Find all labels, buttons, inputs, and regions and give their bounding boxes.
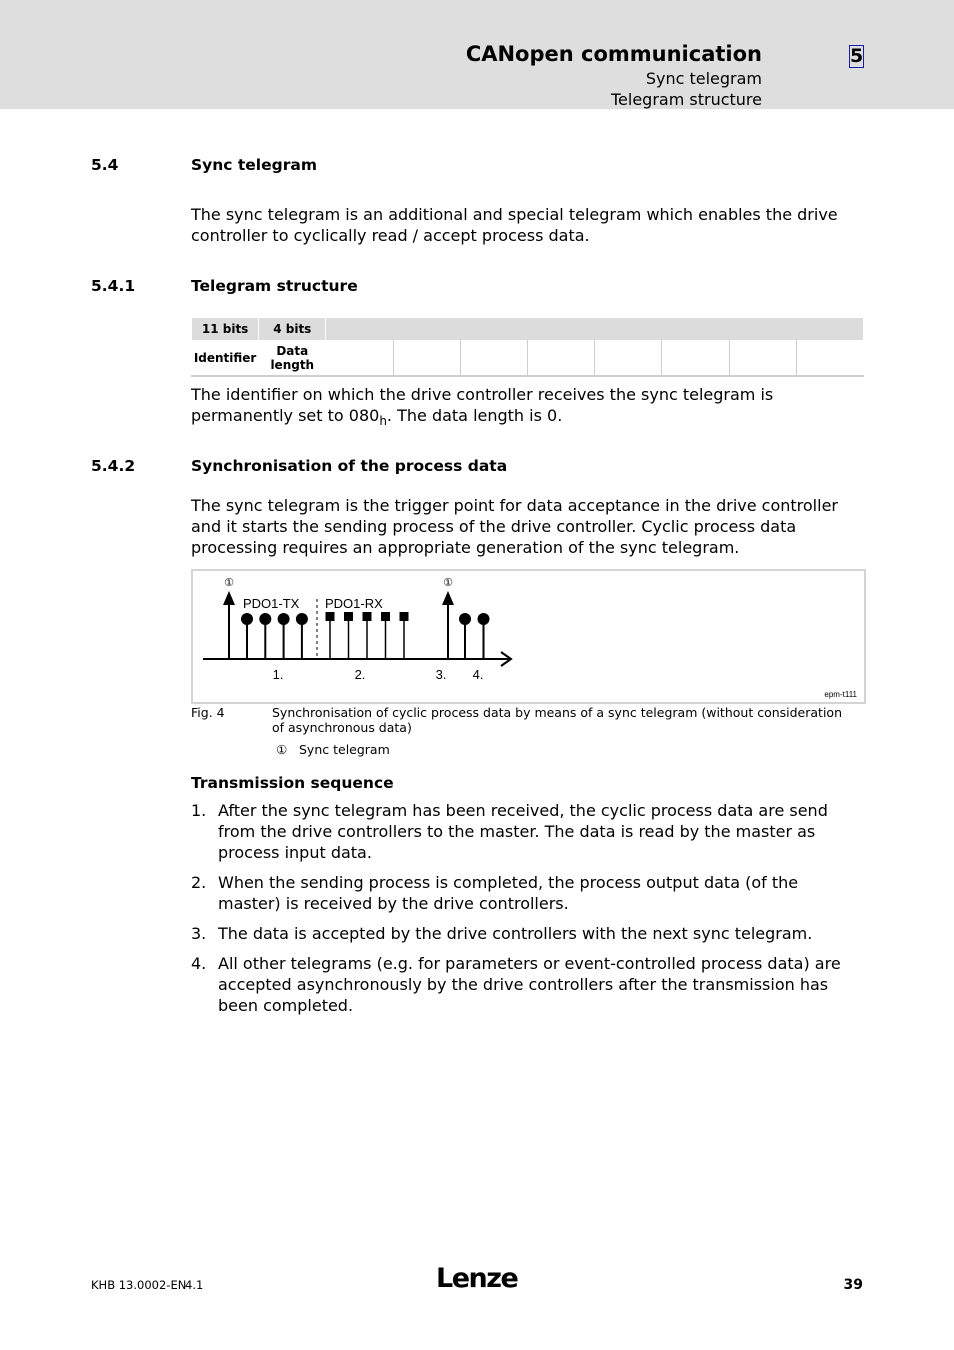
lenze-logo: Lenze [436, 1263, 518, 1294]
section-title-telegram-structure: Telegram structure [191, 277, 358, 295]
list-item-number: 1. [191, 801, 207, 820]
tx-pulse-dot [241, 613, 253, 625]
data-byte-cell [662, 340, 729, 376]
list-item-text: The data is accepted by the drive controllers with the next sync telegram. [218, 924, 813, 943]
rx-pulse-square [400, 612, 409, 621]
bits-11-header: 11 bits [192, 318, 259, 340]
section-number-5-4: 5.4 [91, 156, 119, 174]
phase-label-3: 3. [435, 667, 447, 682]
rx-pulse-square [363, 612, 372, 621]
list-item [191, 923, 863, 944]
list-item-text: All other telegrams (e.g. for parameters or event-controlled process data) are accepted asynchronously by the drive controllers after the transmission has been completed. [218, 954, 841, 1015]
identifier-cell: Identifier [192, 340, 259, 376]
identifier-hex-subscript: h [379, 414, 387, 429]
data-byte-cell [393, 340, 460, 376]
data-length-line-1: Data [276, 343, 309, 358]
rx-pulse-square [344, 612, 353, 621]
tx-pulse-dot [296, 613, 308, 625]
sync-arrow-1-head [223, 591, 235, 605]
footer-document-id: KHB 13.0002-EN [91, 1278, 187, 1292]
telegram-structure-table [191, 318, 864, 377]
chapter-number-badge: 5 [850, 45, 864, 67]
list-item [191, 872, 863, 914]
data-byte-cell [595, 340, 662, 376]
data-length-line-2: length [270, 357, 315, 372]
legend-symbol: ① [276, 742, 288, 757]
footer-version: 4.1 [185, 1278, 204, 1292]
phase-label-1: 1. [272, 667, 284, 682]
sync-trigger-paragraph: The sync telegram is the trigger point for data acceptance in the drive controller and it starts the sending process of the drive controller. Cyclic process data processing requires an appropriate generation of the sync telegram. [191, 496, 838, 557]
tx-pulse-dot [278, 613, 290, 625]
intro-paragraph: The sync telegram is an additional and special telegram which enables the drive controller to cyclically read / accept process data. [191, 205, 838, 245]
identifier-text-pre: The identifier on which the drive controller receives the sync telegram is permanently set to 080 [191, 385, 774, 425]
pdo1-tx-label: PDO1-TX [243, 596, 300, 611]
data-byte-cell [527, 340, 594, 376]
phase-label-2: 2. [354, 667, 366, 682]
identifier-paragraph [191, 384, 866, 432]
list-item [191, 800, 863, 863]
list-item-text: When the sending process is completed, the process output data (of the master) is received by the drive controllers. [218, 873, 799, 913]
data-byte-cell [796, 340, 863, 376]
rx-pulse-square [326, 612, 335, 621]
sync-timing-diagram [193, 571, 862, 700]
list-item-number: 4. [191, 954, 207, 973]
tx-pulse-dot [259, 613, 271, 625]
data-byte-cell [326, 340, 393, 376]
pdo1-rx-label: PDO1-RX [325, 596, 383, 611]
figure-code: epm-t111 [824, 690, 857, 699]
legend-sync-telegram: Sync telegram [299, 742, 390, 757]
transmission-steps-list [191, 800, 863, 1025]
header-subtitle-sync: Sync telegram [645, 69, 762, 88]
section-number-5-4-1: 5.4.1 [91, 277, 136, 295]
bits-4-header: 4 bits [259, 318, 326, 340]
data-byte-cell [729, 340, 796, 376]
figure-number: Fig. 4 [191, 705, 225, 720]
page-number: 39 [843, 1277, 863, 1293]
data-bytes-header [326, 318, 864, 340]
section-title-synchronisation: Synchronisation of the process data [191, 457, 508, 475]
section-number-5-4-2: 5.4.2 [91, 457, 136, 475]
list-item-text: After the sync telegram has been received, the cyclic process data are send from the drive controllers to the master. The data is read by the master as process input data. [218, 801, 828, 862]
async-pulse-dot [459, 613, 471, 625]
rx-pulse-square [381, 612, 390, 621]
transmission-heading: Transmission sequence [191, 774, 394, 792]
list-item-number: 2. [191, 873, 207, 892]
phase-label-4: 4. [472, 667, 484, 682]
identifier-text-post: . The data length is 0. [386, 406, 563, 425]
list-item-number: 3. [191, 924, 207, 943]
async-pulse-dot [478, 613, 490, 625]
data-length-cell [259, 340, 326, 376]
sync-marker-1: ① [224, 576, 234, 589]
sync-marker-2: ① [443, 576, 453, 589]
figure-caption: Synchronisation of cyclic process data by means of a sync telegram (without consideration of asynchronous data) [272, 705, 842, 735]
list-item [191, 953, 863, 1016]
header-subtitle-structure: Telegram structure [610, 90, 762, 109]
sync-arrow-2-head [442, 591, 454, 605]
data-byte-cell [460, 340, 527, 376]
page-title: CANopen communication [465, 42, 762, 66]
section-title-sync-telegram: Sync telegram [191, 156, 317, 174]
